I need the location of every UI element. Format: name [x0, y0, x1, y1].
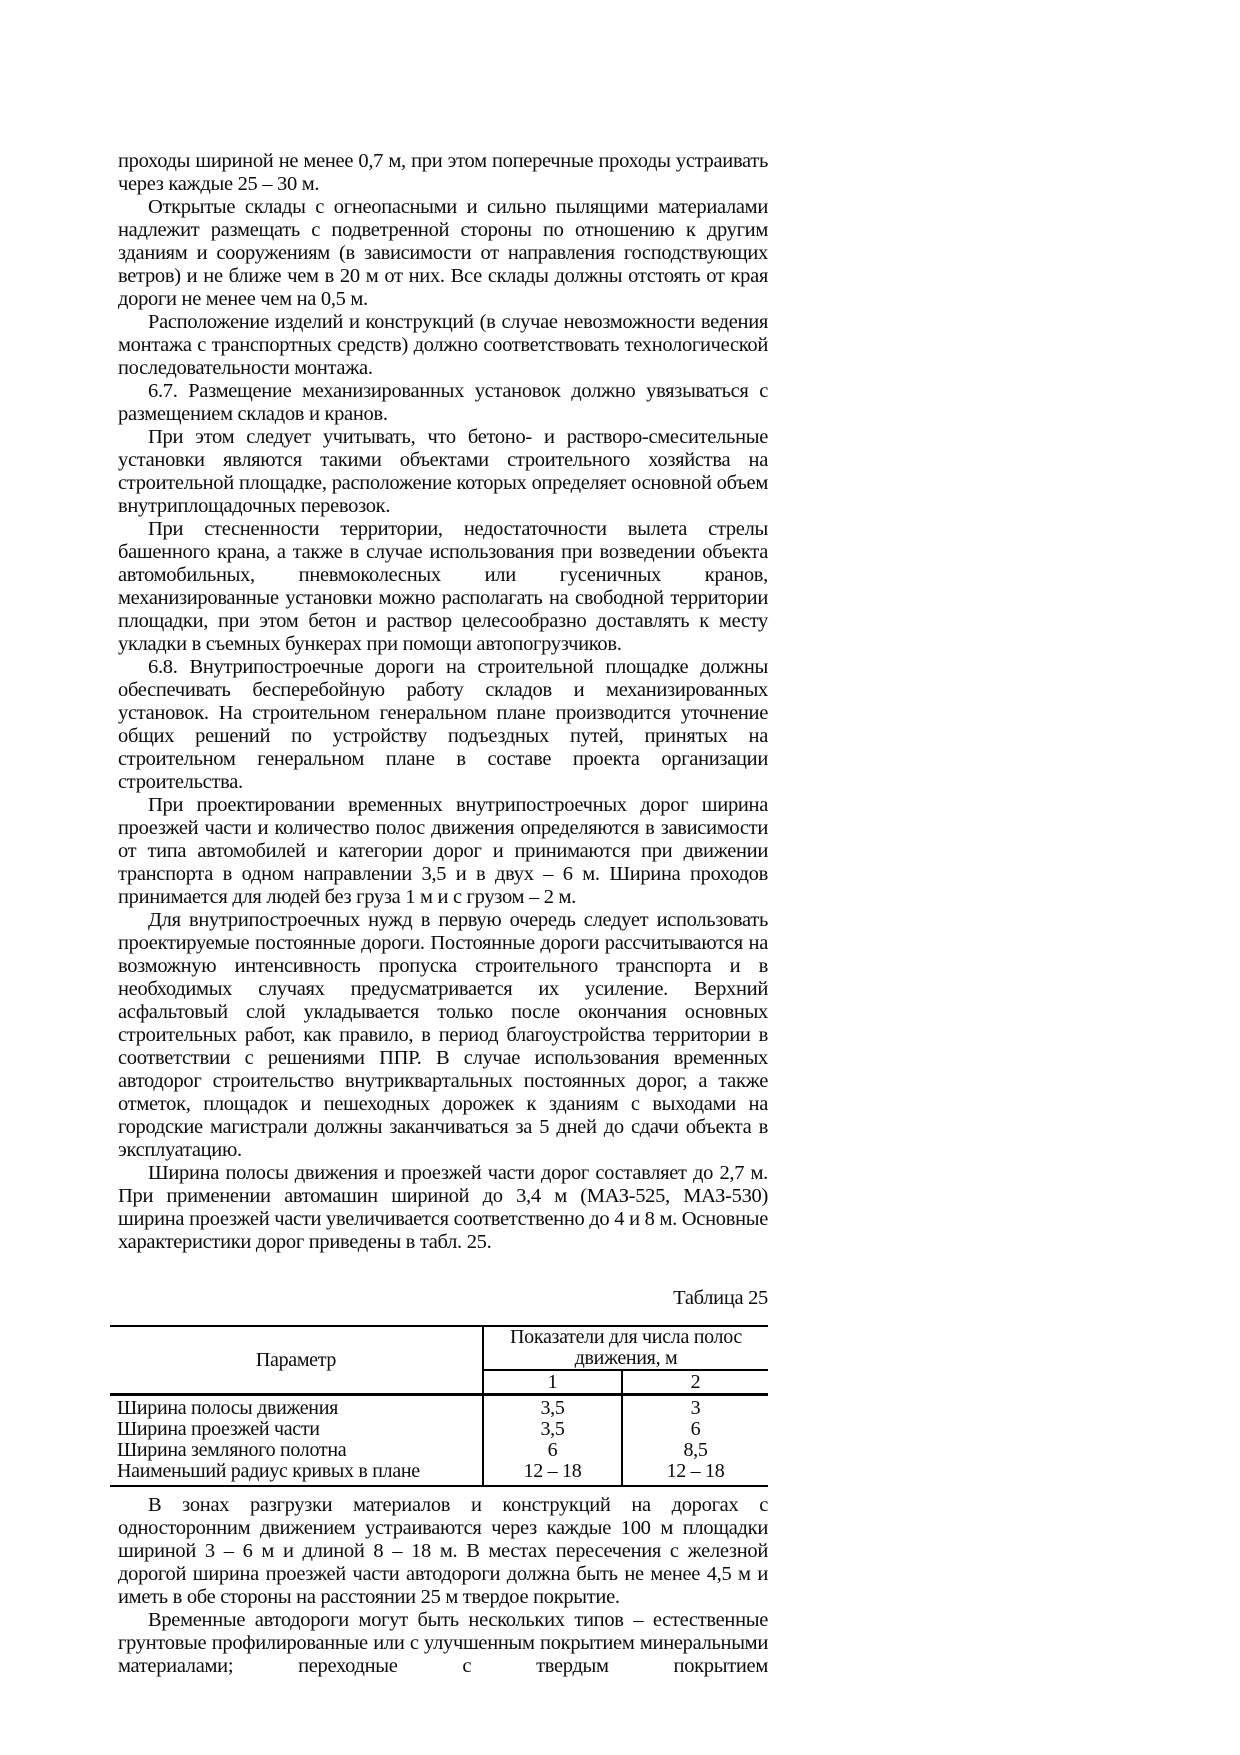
table-subheader-col2: 2 — [622, 1370, 768, 1395]
table-cell-param: Ширина полосы движения — [110, 1395, 483, 1420]
table-cell-value: 8,5 — [683, 1439, 708, 1461]
paragraph: Временные автодороги могут быть нескольких типов – естественные грунтовые профилированные или с улучшенным покрытием минеральными материалами; переходные с твердым покрытием — [118, 1609, 768, 1677]
paragraph: При стесненности территории, недостаточности вылета стрелы башенного крана, а также в случае использования при возведении объекта автомобильных, пневмоколесных или гусеничных кранов, механизированные установки можно располагать на свободной территории площадки, при этом бетон и раствор целесообразно доставлять к месту укладки в съемных бункерах при помощи автопогрузчиков. — [118, 518, 768, 655]
road-characteristics-table — [110, 1325, 768, 1487]
paragraph: При этом следует учитывать, что бетоно- и растворо-смесительные установки являются такими объектами строительного хозяйства на строительной площадке, расположение которых определяет основной объем внутриплощадочных перевозок. — [118, 426, 768, 517]
table-header-row — [110, 1326, 768, 1370]
table-header-span: Показатели для числа полос движения, м — [483, 1326, 768, 1370]
table-row — [110, 1395, 768, 1420]
table-cell-param: Ширина земляного полотна — [110, 1440, 483, 1461]
table-cell-param: Наименьший радиус кривых в плане — [110, 1461, 483, 1486]
table-cell-value: 3 — [690, 1397, 701, 1419]
table-cell-value: 3,5 — [483, 1395, 622, 1420]
table-row — [110, 1440, 768, 1461]
table-cell-value: 12 – 18 — [666, 1460, 725, 1482]
table-subheader-col1: 1 — [483, 1370, 622, 1395]
paragraph: 6.7. Размещение механизированных установок должно увязываться с размещением складов и кранов. — [118, 380, 768, 425]
paragraph: Ширина полосы движения и проезжей части дорог составляет до 2,7 м. При применении автомашин шириной до 3,4 м (МАЗ-525, МАЗ-530) ширина проезжей части увеличивается соответственно до 4 и 8 м. Основные характеристики дорог приведены в табл. 25. — [118, 1162, 768, 1253]
table-cell-value: 6 — [690, 1418, 701, 1440]
paragraph: Для внутрипостроечных нужд в первую очередь следует использовать проектируемые постоянные дороги. Постоянные дороги рассчитываются на возможную интенсивность пропуска строительного транспорта и в необходимых случаях предусматривается их усиление. Верхний асфальтовый слой укладывается только после окончания основных строительных работ, как правило, в период благоустройства территории в соответствии с решениями ППР. В случае использования временных автодорог строительство внутриквартальных постоянных дорог, а также отметок, площадок и пешеходных дорожек к зданиям с выходами на городские магистрали должны заканчиваться за 5 дней до сдачи объекта в эксплуатацию. — [118, 909, 768, 1161]
table-header-parameter: Параметр — [110, 1326, 483, 1395]
paragraph: При проектировании временных внутрипостроечных дорог ширина проезжей части и количество полос движения определяются в зависимости от типа автомобилей и категории дорог и принимаются при движении транспорта в одном направлении 3,5 и в двух – 6 м. Ширина проходов принимается для людей без груза 1 м и с грузом – 2 м. — [118, 794, 768, 908]
table-cell-value: 6 — [483, 1440, 622, 1461]
table-caption: Таблица 25 — [673, 1287, 768, 1309]
body-text-upper — [118, 150, 768, 1254]
table-cell-value: 12 – 18 — [483, 1461, 622, 1486]
table-section — [110, 1286, 768, 1487]
paragraph: Расположение изделий и конструкций (в случае невозможности ведения монтажа с транспортных средств) должно соответствовать технологической последовательности монтажа. — [118, 311, 768, 379]
paragraph: проходы шириной не менее 0,7 м, при этом поперечные проходы устраивать через каждые 25 – 30 м. — [118, 150, 768, 195]
table-row — [110, 1461, 768, 1486]
table-cell-value: 3,5 — [483, 1419, 622, 1440]
table-row — [110, 1419, 768, 1440]
paragraph: В зонах разгрузки материалов и конструкций на дорогах с односторонним движением устраиваются через каждые 100 м площадки шириной 3 – 6 м и длиной 8 – 18 м. В местах пересечения с железной дорогой ширина проезжей части автодороги должна быть не менее 4,5 м и иметь в обе стороны на расстоянии 25 м твердое покрытие. — [118, 1494, 768, 1608]
paragraph: Открытые склады с огнеопасными и сильно пылящими материалами надлежит размещать с подветренной стороны по отношению к другим зданиям и сооружениям (в зависимости от направления господствующих ветров) и не ближе чем в 20 м от них. Все склады должны отстоять от края дороги не менее чем на 0,5 м. — [118, 196, 768, 310]
paragraph: 6.8. Внутрипостроечные дороги на строительной площадке должны обеспечивать бесперебойную работу складов и механизированных установок. На строительном генеральном плане производится уточнение общих решений по устройству подъездных путей, принятых на строительном генеральном плане в составе проекта организации строительства. — [118, 656, 768, 793]
table-cell-param: Ширина проезжей части — [110, 1419, 483, 1440]
body-text-lower — [118, 1494, 768, 1678]
